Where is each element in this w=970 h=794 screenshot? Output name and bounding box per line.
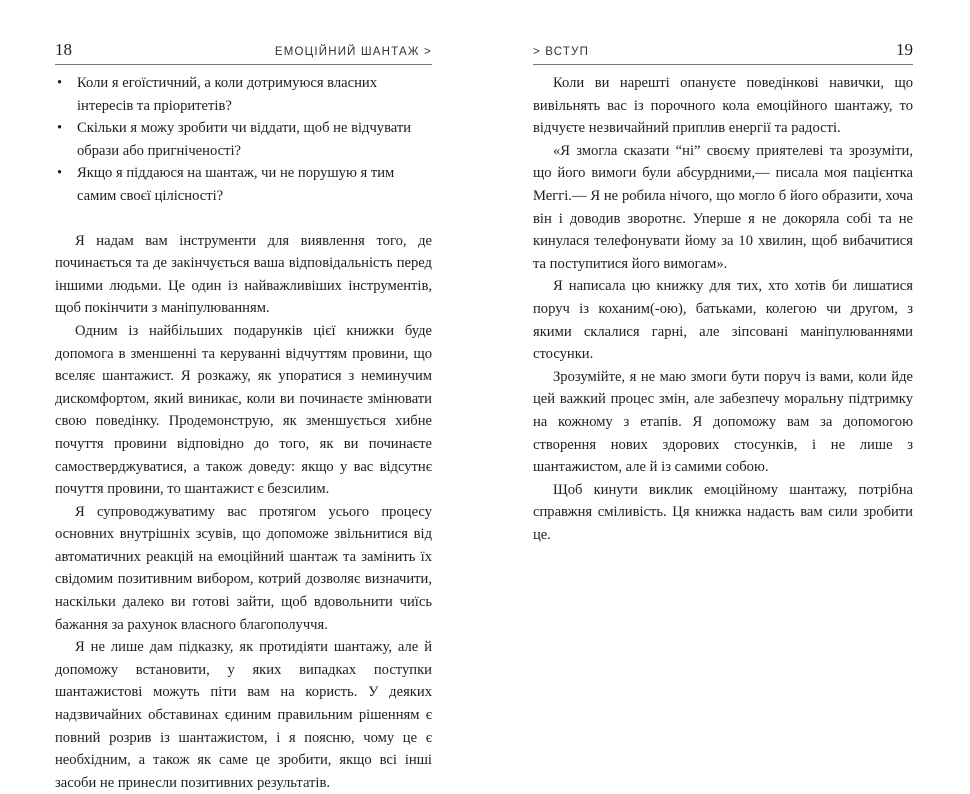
page-number: 19	[896, 40, 913, 59]
list-item: • Якщо я піддаюся на шантаж, чи не порушую я тим самим своєї цілісності?	[55, 162, 432, 207]
bullet-icon: •	[57, 120, 63, 137]
list-item: • Скільки я можу зробити чи віддати, щоб не відчувати образи або пригніченості?	[55, 117, 432, 162]
paragraph: Я надам вам інструменти для виявлення того, де починається та де закінчується ваша відповідальність перед іншими людьми. Це один із найважливіших інструментів, щоб покінчити з маніпулюванням.	[55, 232, 432, 317]
running-head: ЕМОЦІЙНИЙ ШАНТАЖ >	[274, 46, 432, 58]
right-page-header	[533, 40, 913, 65]
paragraph: Я не лише дам підказку, як протидіяти шантажу, але й допоможу встановити, у яких випадках поступки шантажистові можуть піти вам на користь. У деяких надзвичайних обставинах єдиним правильним рішенням є повний розрив із шантажистом, і я поясню, чому це є необхідним, а також як саме це зробити, якщо всі інші засоби не принесли позитивних результатів.	[55, 639, 432, 791]
left-page-body	[55, 72, 432, 794]
running-head: > ВСТУП	[533, 46, 590, 58]
question-list	[55, 72, 432, 208]
list-item: • Коли я егоїстичний, а коли дотримуюся власних інтересів та пріоритетів?	[55, 72, 432, 117]
bullet-icon: •	[57, 75, 63, 91]
paragraph: Коли ви нарешті опануєте поведінкові навички, що вивільнять вас із порочного кола емоційного шантажу, то відчуєте незвичайний приплив енергії та радості.	[533, 75, 913, 137]
paragraph: Щоб кинути виклик емоційному шантажу, потрібна справжня сміливість. Ця книжка надасть вам сили зробити це.	[533, 481, 913, 543]
paragraph: «Я змогла сказати “ні” своєму приятелеві та зрозуміти, що його вимоги були абсурдними,— писала моя пацієнтка Меггі.— Я не робила нічого, що могло б його образити, хоча він і доводив зворотнє. Уперше я не докоряла собі та не кинулася телефонувати йому за 10 хвилин, щоб вибачитися та поступитися його вимогам».	[533, 142, 913, 272]
paragraph: Я супроводжуватиму вас протягом усього процесу основних внутрішніх зсувів, що допоможе звільнитися від автоматичних реакцій на емоційний шантаж та замінить їх свідомим позитивним вибором, котрий дозволяє визначити, наскільки далеко ви готові зайти, щоб вдовольнити чиїсь бажання за рахунок власного благополуччя.	[55, 503, 432, 633]
page-number: 18	[55, 40, 72, 59]
paragraph: Я написала цю книжку для тих, хто хотів би лишатися поруч із коханим(-ою), батьками, колегою чи другом, з якими склалися гарні, але зіпсовані маніпулюваннями стосунки.	[533, 278, 913, 363]
bullet-icon: •	[57, 165, 63, 182]
right-page-body	[533, 72, 913, 546]
left-page-header	[55, 40, 432, 65]
right-page	[485, 0, 970, 746]
paragraph: Зрозумійте, я не маю змоги бути поруч із вами, коли йде цей важкий процес змін, але забезпечу моральну підтримку на кожному з етапів. Я допоможу вам за допомогою створення нових здорових стосунків, і не лише з шантажистом, але й із самими собою.	[533, 368, 913, 476]
left-page	[0, 0, 485, 791]
paragraph: Одним із найбільших подарунків цієї книжки буде допомога в зменшенні та керуванні відчуттям провини, що вселяє шантажист. Я розкажу, як упоратися з неминучим дискомфортом, який виникає, коли ви починаєте змінювати свою поведінку. Продемонструю, як зменшується хибне почуття провини відповідно до того, як ви починаєте самостверджуватися, а також доведу: якщо у вас відсутнє почуття провини, то шантажист є безсилим.	[55, 322, 432, 498]
